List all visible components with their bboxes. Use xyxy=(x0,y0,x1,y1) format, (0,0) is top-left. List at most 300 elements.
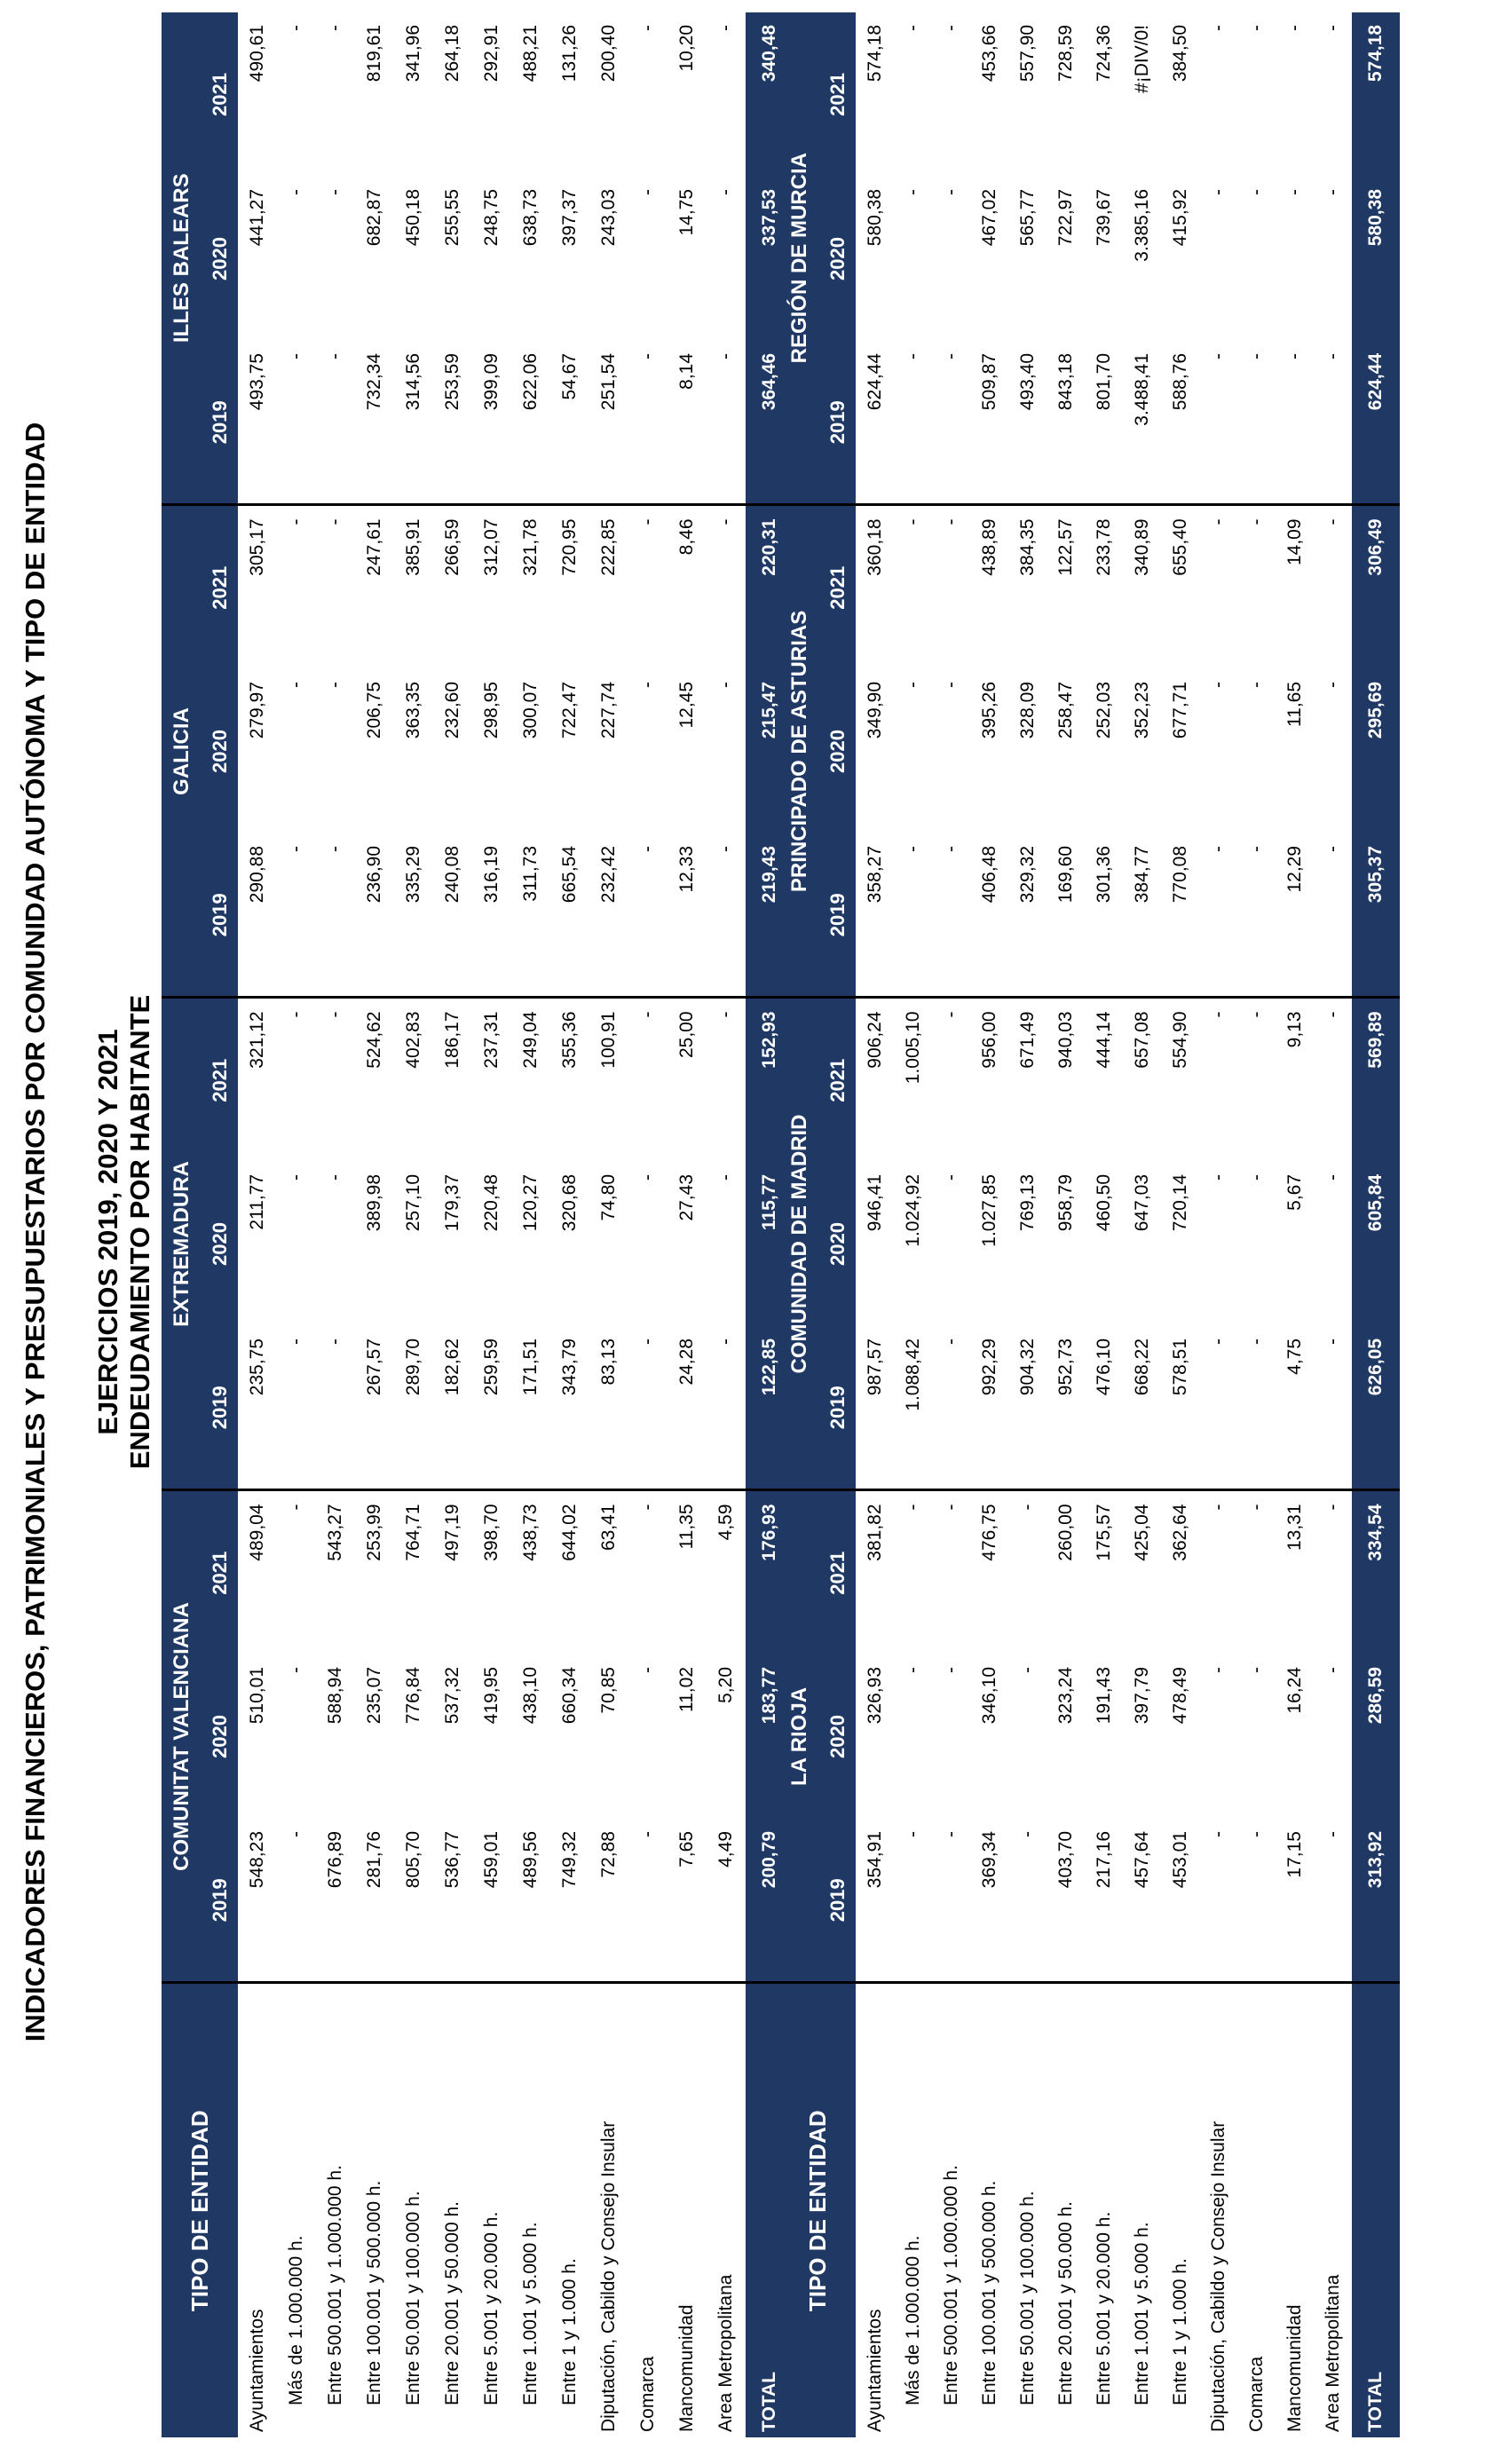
value-cell: - xyxy=(1237,1326,1276,1490)
value-cell: - xyxy=(1207,1173,1228,1181)
value-cell: - xyxy=(902,518,923,525)
value-cell: - xyxy=(1207,188,1228,195)
value-cell: 335,29 xyxy=(394,833,433,998)
value-cell: - xyxy=(932,341,970,505)
value-cell: - xyxy=(1207,518,1228,525)
value-cell: - xyxy=(1322,1011,1343,1018)
value-cell: 232,42 xyxy=(589,833,628,998)
value-cell: - xyxy=(902,681,923,688)
value-cell: - xyxy=(286,1011,306,1018)
value-cell: 289,70 xyxy=(394,1326,433,1490)
value-cell: 4,75 xyxy=(1276,1326,1314,1490)
value-cell: - xyxy=(316,1326,355,1490)
value-cell: 3.385,16 xyxy=(1131,188,1152,262)
year-header: 2021 xyxy=(820,12,856,177)
value-cell: 311,73 xyxy=(511,833,550,998)
value-cell: 385,91 xyxy=(403,518,423,576)
value-cell: - xyxy=(715,188,736,195)
value-cell: 63,41 xyxy=(598,1504,619,1552)
value-cell: - xyxy=(902,188,923,195)
value-cell: 493,40 xyxy=(1008,341,1047,505)
value-cell: 312,07 xyxy=(481,518,502,576)
value-cell: 349,90 xyxy=(864,681,885,739)
total-value-cell: 340,48 xyxy=(746,12,794,177)
region-header: ILLES BALEARS xyxy=(162,12,202,505)
value-cell: 381,82 xyxy=(864,1504,885,1561)
value-cell: - xyxy=(277,341,316,505)
value-cell: 467,02 xyxy=(978,188,999,247)
value-cell: 402,83 xyxy=(403,1011,423,1069)
value-cell: 489,04 xyxy=(247,1504,267,1561)
value-cell: 343,79 xyxy=(550,1326,589,1490)
total-value-cell: 215,47 xyxy=(746,669,794,833)
value-cell: - xyxy=(1245,681,1267,688)
row-label: Entre 20.001 y 50.000 h. xyxy=(442,2200,462,2405)
value-cell: 476,10 xyxy=(1085,1326,1123,1490)
year-header: 2019 xyxy=(820,833,856,998)
value-cell: 805,70 xyxy=(394,1819,433,1983)
value-cell: - xyxy=(637,1667,658,1673)
value-cell: 255,55 xyxy=(442,188,462,247)
value-cell: - xyxy=(715,1011,736,1018)
value-cell: 5,67 xyxy=(1284,1173,1305,1211)
value-cell: 537,32 xyxy=(442,1667,462,1725)
value-cell: 459,01 xyxy=(472,1819,511,1983)
value-cell: 1.005,10 xyxy=(902,1011,923,1085)
value-cell: 647,03 xyxy=(1131,1173,1152,1232)
value-cell: 191,43 xyxy=(1093,1667,1114,1725)
value-cell: 956,00 xyxy=(978,1011,999,1069)
table-row xyxy=(355,12,394,2437)
value-cell: - xyxy=(902,24,923,31)
total-value-cell: 334,54 xyxy=(1352,1490,1400,1655)
value-cell: 340,89 xyxy=(1131,518,1152,576)
value-cell: 14,75 xyxy=(676,188,697,236)
value-cell: 14,09 xyxy=(1284,518,1305,566)
row-label: Más de 1.000.000 h. xyxy=(286,2235,306,2405)
year-header: 2021 xyxy=(202,12,238,177)
value-cell: - xyxy=(1245,1504,1267,1511)
value-cell: 232,60 xyxy=(442,681,462,739)
table-row xyxy=(1123,12,1161,2437)
value-cell: 360,18 xyxy=(864,518,885,576)
value-cell: 27,43 xyxy=(676,1173,697,1221)
value-cell: - xyxy=(277,1326,316,1490)
value-cell: 588,76 xyxy=(1161,341,1199,505)
value-cell: 9,13 xyxy=(1284,1011,1305,1048)
year-header: 2020 xyxy=(202,177,238,341)
value-cell: 186,17 xyxy=(442,1011,462,1069)
value-cell: 70,85 xyxy=(598,1667,619,1714)
value-cell: 17,15 xyxy=(1276,1819,1314,1983)
value-cell: 497,19 xyxy=(442,1504,462,1561)
value-cell: 10,20 xyxy=(676,24,697,72)
value-cell: 441,27 xyxy=(247,188,267,247)
year-header: 2020 xyxy=(202,1655,238,1819)
table-row xyxy=(433,12,472,2437)
table-row xyxy=(1276,12,1314,2437)
value-cell: 1.088,42 xyxy=(894,1326,932,1490)
value-cell: - xyxy=(286,681,306,688)
value-cell: - xyxy=(1199,1326,1237,1490)
value-cell: 74,80 xyxy=(598,1173,619,1221)
value-cell: 668,22 xyxy=(1123,1326,1161,1490)
value-cell: - xyxy=(637,24,658,31)
year-header: 2021 xyxy=(202,1490,238,1655)
value-cell: 438,89 xyxy=(978,518,999,576)
value-cell: - xyxy=(894,1819,932,1983)
value-cell: 764,71 xyxy=(403,1504,423,1561)
value-cell: 169,60 xyxy=(1047,833,1085,998)
table-row xyxy=(970,12,1008,2437)
value-cell: 279,97 xyxy=(247,681,267,739)
value-cell: 682,87 xyxy=(364,188,384,247)
value-cell: 175,57 xyxy=(1093,1504,1114,1561)
value-cell: 384,50 xyxy=(1169,24,1190,83)
table-row xyxy=(1085,12,1123,2437)
row-label: Entre 50.001 y 100.000 h. xyxy=(403,2191,423,2405)
value-cell: 363,35 xyxy=(403,681,423,739)
year-header: 2021 xyxy=(202,998,238,1162)
value-cell: 259,59 xyxy=(472,1326,511,1490)
region-header: COMUNITAT VALENCIANA xyxy=(162,1490,202,1983)
value-cell: 354,91 xyxy=(856,1819,894,1983)
value-cell: - xyxy=(286,1667,306,1673)
row-label: Entre 100.001 y 500.000 h. xyxy=(978,2180,999,2405)
total-value-cell: 295,69 xyxy=(1352,669,1400,833)
value-cell: - xyxy=(1314,1819,1352,1983)
total-value-cell: 305,37 xyxy=(1352,833,1400,998)
value-cell: 453,66 xyxy=(978,24,999,83)
value-cell: - xyxy=(1322,518,1343,525)
value-cell: 220,48 xyxy=(481,1173,502,1232)
value-cell: - xyxy=(707,341,746,505)
value-cell: 320,68 xyxy=(559,1173,580,1232)
value-cell: 660,34 xyxy=(559,1667,580,1725)
value-cell: 819,61 xyxy=(364,24,384,83)
value-cell: - xyxy=(637,1173,658,1181)
value-cell: - xyxy=(1237,341,1276,505)
value-cell: 548,23 xyxy=(238,1819,277,1983)
value-cell: 406,48 xyxy=(970,833,1008,998)
row-label: Entre 5.001 y 20.000 h. xyxy=(481,2211,502,2405)
value-cell: 419,95 xyxy=(481,1667,502,1725)
value-cell: 490,61 xyxy=(247,24,267,83)
value-cell: 638,73 xyxy=(520,188,541,247)
value-cell: 7,65 xyxy=(667,1819,707,1983)
year-header: 2021 xyxy=(820,505,856,669)
value-cell: 233,78 xyxy=(1093,518,1114,576)
value-cell: - xyxy=(1237,833,1276,998)
value-cell: 4,59 xyxy=(715,1504,736,1541)
value-cell: 100,91 xyxy=(598,1011,619,1069)
value-cell: 8,14 xyxy=(667,341,707,505)
value-cell: 83,13 xyxy=(589,1326,628,1490)
value-cell: - xyxy=(325,1011,345,1018)
table-row xyxy=(707,12,746,2437)
value-cell: 720,14 xyxy=(1169,1173,1190,1232)
value-cell: 249,04 xyxy=(520,1011,541,1069)
value-cell: 958,79 xyxy=(1055,1173,1076,1232)
value-cell: 251,54 xyxy=(589,341,628,505)
table-row xyxy=(277,12,316,2437)
value-cell: - xyxy=(932,1326,970,1490)
value-cell: 329,32 xyxy=(1008,833,1047,998)
value-cell: - xyxy=(637,518,658,525)
value-cell: 243,03 xyxy=(598,188,619,247)
value-cell: 362,64 xyxy=(1169,1504,1190,1561)
year-header: 2019 xyxy=(202,1819,238,1983)
value-cell: 588,94 xyxy=(325,1667,345,1725)
value-cell: 358,27 xyxy=(856,833,894,998)
value-cell: 843,18 xyxy=(1047,341,1085,505)
total-label: TOTAL xyxy=(1352,1983,1400,2437)
value-cell: - xyxy=(894,833,932,998)
report-years: EJERCICIOS 2019, 2020 Y 2021 xyxy=(92,1029,123,1435)
value-cell: 769,13 xyxy=(1016,1173,1038,1232)
value-cell: 770,08 xyxy=(1161,833,1199,998)
value-cell: - xyxy=(1322,1173,1343,1181)
value-cell: - xyxy=(286,24,306,31)
value-cell: - xyxy=(1199,1819,1237,1983)
table-row xyxy=(550,12,589,2437)
value-cell: 946,41 xyxy=(864,1173,885,1232)
value-cell: - xyxy=(628,1326,667,1490)
value-cell: - xyxy=(707,833,746,998)
value-cell: - xyxy=(1199,833,1237,998)
row-label: Entre 1.001 y 5.000 h. xyxy=(1131,2222,1152,2405)
value-cell: - xyxy=(1322,188,1343,195)
row-label: Entre 20.001 y 50.000 h. xyxy=(1055,2200,1076,2405)
value-cell: 457,64 xyxy=(1123,1819,1161,1983)
region-header: REGIÓN DE MURCIA xyxy=(779,12,820,505)
value-cell: 182,62 xyxy=(433,1326,472,1490)
value-cell: 749,32 xyxy=(550,1819,589,1983)
report-title: INDICADORES FINANCIEROS, PATRIMONIALES Y PRESUPUESTARIOS POR COMUNIDAD AUTÓNOMA Y TIPO DE ENTIDAD xyxy=(20,422,51,2042)
year-header: 2021 xyxy=(202,505,238,669)
value-cell: 314,56 xyxy=(394,341,433,505)
year-header: 2020 xyxy=(202,669,238,833)
value-cell: - xyxy=(325,188,345,195)
table-row xyxy=(316,12,355,2437)
row-label: Entre 1 y 1.000 h. xyxy=(559,2258,580,2405)
value-cell: 171,51 xyxy=(511,1326,550,1490)
row-label: Ayuntamientos xyxy=(247,2309,267,2432)
total-value-cell: 286,59 xyxy=(1352,1655,1400,1819)
value-cell: 453,01 xyxy=(1161,1819,1199,1983)
value-cell: 341,96 xyxy=(403,24,423,83)
total-value-cell: 313,92 xyxy=(1352,1819,1400,1983)
total-value-cell: 364,46 xyxy=(746,341,794,505)
total-value-cell: 200,79 xyxy=(746,1819,794,1983)
total-value-cell: 219,43 xyxy=(746,833,794,998)
value-cell: - xyxy=(1016,1504,1038,1511)
value-cell: 724,36 xyxy=(1093,24,1114,83)
value-cell: 11,65 xyxy=(1284,681,1305,727)
value-cell: 13,31 xyxy=(1284,1504,1305,1552)
value-cell: 524,62 xyxy=(364,1011,384,1069)
year-header: 2019 xyxy=(820,1819,856,1983)
value-cell: 739,67 xyxy=(1093,188,1114,247)
value-cell: - xyxy=(715,24,736,31)
row-label: Entre 1.001 y 5.000 h. xyxy=(520,2222,541,2405)
value-cell: - xyxy=(940,188,961,195)
value-cell: 677,71 xyxy=(1169,681,1190,739)
total-label: TOTAL xyxy=(746,1983,794,2437)
type-header: TIPO DE ENTIDAD xyxy=(779,1983,856,2437)
value-cell: - xyxy=(286,1504,306,1511)
row-label: Mancomunidad xyxy=(1284,2304,1305,2432)
value-cell: - xyxy=(1314,833,1352,998)
value-cell: - xyxy=(1322,1504,1343,1511)
value-cell: 906,24 xyxy=(864,1011,885,1069)
region-header: COMUNIDAD DE MADRID xyxy=(779,998,820,1490)
total-value-cell: 605,84 xyxy=(1352,1162,1400,1326)
row-label: Entre 100.001 y 500.000 h. xyxy=(364,2180,384,2405)
data-table-2 xyxy=(779,12,1400,2437)
value-cell: - xyxy=(628,1819,667,1983)
value-cell: 240,08 xyxy=(433,833,472,998)
value-cell: 72,88 xyxy=(589,1819,628,1983)
value-cell: - xyxy=(940,1504,961,1511)
value-cell: 1.027,85 xyxy=(978,1173,999,1247)
value-cell: - xyxy=(1207,1504,1228,1511)
value-cell: - xyxy=(1237,1819,1276,1983)
year-header: 2021 xyxy=(820,1490,856,1655)
value-cell: 398,70 xyxy=(481,1504,502,1561)
value-cell: 323,24 xyxy=(1055,1667,1076,1725)
value-cell: 200,40 xyxy=(598,24,619,83)
value-cell: 346,10 xyxy=(978,1667,999,1725)
value-cell: 301,36 xyxy=(1085,833,1123,998)
table-row xyxy=(589,12,628,2437)
value-cell: - xyxy=(1314,1326,1352,1490)
year-header: 2020 xyxy=(820,1655,856,1819)
value-cell: 543,27 xyxy=(325,1504,345,1561)
value-cell: 574,18 xyxy=(864,24,885,83)
table-row xyxy=(856,12,894,2437)
value-cell: 460,50 xyxy=(1093,1173,1114,1232)
value-cell: 676,89 xyxy=(316,1819,355,1983)
value-cell: - xyxy=(1284,188,1305,195)
year-header: 2020 xyxy=(820,177,856,341)
value-cell: 266,59 xyxy=(442,518,462,576)
value-cell: 8,46 xyxy=(676,518,697,556)
value-cell: 352,23 xyxy=(1131,681,1152,739)
value-cell: 489,56 xyxy=(511,1819,550,1983)
type-header: TIPO DE ENTIDAD xyxy=(162,1983,238,2437)
table-row xyxy=(394,12,433,2437)
table-row xyxy=(1199,12,1237,2437)
row-label: Comarca xyxy=(1245,2356,1267,2432)
value-cell: 11,02 xyxy=(676,1667,697,1712)
value-cell: 580,38 xyxy=(864,188,885,247)
value-cell: 267,57 xyxy=(355,1326,394,1490)
value-cell: #¡DIV/0! xyxy=(1131,24,1152,93)
value-cell: 728,59 xyxy=(1055,24,1076,83)
value-cell: 397,37 xyxy=(559,188,580,247)
table-row xyxy=(628,12,667,2437)
table-row xyxy=(1047,12,1085,2437)
value-cell: - xyxy=(1284,24,1305,31)
value-cell: - xyxy=(1322,1667,1343,1673)
value-cell: 644,02 xyxy=(559,1504,580,1561)
value-cell: 624,44 xyxy=(856,341,894,505)
row-label: Area Metropolitana xyxy=(1322,2274,1343,2432)
value-cell: 622,06 xyxy=(511,341,550,505)
year-header: 2021 xyxy=(820,998,856,1162)
value-cell: 211,77 xyxy=(247,1173,267,1230)
total-value-cell: 580,38 xyxy=(1352,177,1400,341)
value-cell: 131,26 xyxy=(559,24,580,83)
value-cell: - xyxy=(277,833,316,998)
table-row xyxy=(511,12,550,2437)
year-header: 2019 xyxy=(202,341,238,505)
year-header: 2020 xyxy=(820,669,856,833)
value-cell: 4,49 xyxy=(707,1819,746,1983)
value-cell: - xyxy=(940,1011,961,1018)
total-value-cell: 122,85 xyxy=(746,1326,794,1490)
value-cell: 257,10 xyxy=(403,1173,423,1232)
value-cell: - xyxy=(325,1173,345,1181)
value-cell: - xyxy=(628,833,667,998)
value-cell: 384,35 xyxy=(1016,518,1038,576)
value-cell: 415,92 xyxy=(1169,188,1190,247)
value-cell: 578,51 xyxy=(1161,1326,1199,1490)
value-cell: 12,29 xyxy=(1276,833,1314,998)
row-label: Ayuntamientos xyxy=(864,2309,885,2432)
value-cell: 222,85 xyxy=(598,518,619,576)
value-cell: 565,77 xyxy=(1016,188,1038,247)
value-cell: 732,34 xyxy=(355,341,394,505)
value-cell: 399,09 xyxy=(472,341,511,505)
value-cell: - xyxy=(637,1011,658,1018)
value-cell: - xyxy=(940,518,961,525)
value-cell: 655,40 xyxy=(1169,518,1190,576)
value-cell: - xyxy=(940,24,961,31)
value-cell: - xyxy=(1314,341,1352,505)
table-row xyxy=(1008,12,1047,2437)
value-cell: - xyxy=(1008,1819,1047,1983)
total-value-cell: 624,44 xyxy=(1352,341,1400,505)
value-cell: 264,18 xyxy=(442,24,462,83)
year-header: 2020 xyxy=(202,1162,238,1326)
value-cell: 403,70 xyxy=(1047,1819,1085,1983)
value-cell: 438,10 xyxy=(520,1667,541,1725)
row-label: Entre 50.001 y 100.000 h. xyxy=(1016,2191,1038,2405)
value-cell: 722,47 xyxy=(559,681,580,739)
value-cell: - xyxy=(1322,681,1343,688)
value-cell: - xyxy=(715,518,736,525)
row-label: Entre 500.001 y 1.000.000 h. xyxy=(325,2165,345,2405)
value-cell: - xyxy=(325,24,345,31)
value-cell: 247,61 xyxy=(364,518,384,576)
value-cell: 369,34 xyxy=(970,1819,1008,1983)
total-value-cell: 220,31 xyxy=(746,505,794,669)
total-value-cell: 306,49 xyxy=(1352,505,1400,669)
row-label: Diputación, Cabildo y Consejo Insular xyxy=(598,2120,619,2432)
value-cell: 389,98 xyxy=(364,1173,384,1232)
value-cell: 536,77 xyxy=(433,1819,472,1983)
value-cell: 217,16 xyxy=(1085,1819,1123,1983)
year-header: 2019 xyxy=(202,1326,238,1490)
total-value-cell: 626,05 xyxy=(1352,1326,1400,1490)
value-cell: 248,75 xyxy=(481,188,502,247)
value-cell: 801,70 xyxy=(1085,341,1123,505)
value-cell: - xyxy=(637,1504,658,1511)
value-cell: 237,31 xyxy=(481,1011,502,1069)
table-row xyxy=(1237,12,1276,2437)
